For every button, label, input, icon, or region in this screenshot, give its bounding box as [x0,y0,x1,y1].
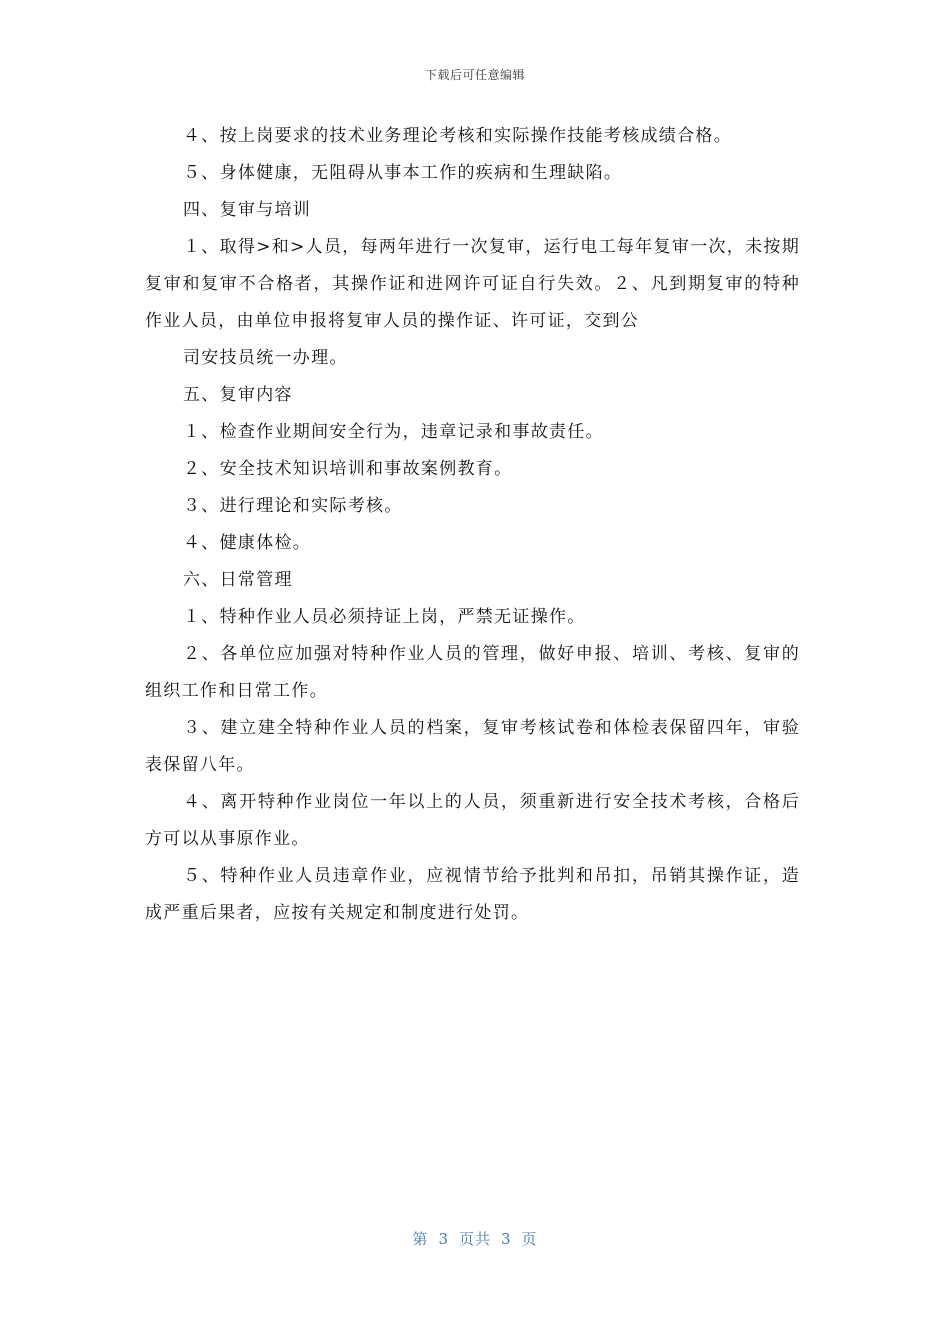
page-footer [0,1228,950,1249]
paragraph-content-3: ３、进行理论和实际考核。 [183,496,403,516]
paragraph-review-continuation: 司安技员统一办理。 [183,348,348,368]
paragraph-management-2: ２、各单位应加强对特种作业人员的管理，做好申报、培训、考核、复审的组织工作和日常工作。 [145,644,800,701]
section-heading-review-content: 五、复审内容 [183,385,293,405]
section-heading-review-training: 四、复审与培训 [183,200,312,220]
section-heading-daily-management: 六、日常管理 [183,570,293,590]
paragraph-content-2: ２、安全技术知识培训和事故案例教育。 [183,459,513,479]
page-header: 下载后可任意编辑 [424,68,525,82]
paragraph-content-4: ４、健康体检。 [183,533,312,553]
paragraph-management-5: ５、特种作业人员违章作业，应视情节给予批判和吊扣，吊销其操作证，造成严重后果者，应按有关规定和制度进行处罚。 [145,866,800,923]
document-body [145,118,800,932]
paragraph-review-1-2: １、取得>和>人员，每两年进行一次复审，运行电工每年复审一次，未按期复审和复审不合格者，其操作证和进网许可证自行失效。２、凡到期复审的特种作业人员，由单位申报将复审人员的操作证、许可证，交到公 [145,237,800,331]
footer-page-number: 3 [438,1230,449,1248]
paragraph-management-1: １、特种作业人员必须持证上岗，严禁无证操作。 [183,607,586,627]
footer-middle: 页共 [458,1230,491,1248]
paragraph-management-4: ４、离开特种作业岗位一年以上的人员，须重新进行安全技术考核，合格后方可以从事原作业。 [145,792,800,849]
footer-suffix: 页 [521,1230,538,1248]
footer-total-pages: 3 [501,1230,512,1248]
paragraph-requirement-4: ４、按上岗要求的技术业务理论考核和实际操作技能考核成绩合格。 [183,126,732,146]
paragraph-management-3: ３、建立建全特种作业人员的档案，复审考核试卷和体检表保留四年，审验表保留八年。 [145,718,800,775]
paragraph-content-1: １、检查作业期间安全行为，违章记录和事故责任。 [183,422,604,442]
footer-prefix: 第 [412,1230,429,1248]
paragraph-requirement-5: ５、身体健康，无阻碍从事本工作的疾病和生理缺陷。 [183,163,623,183]
